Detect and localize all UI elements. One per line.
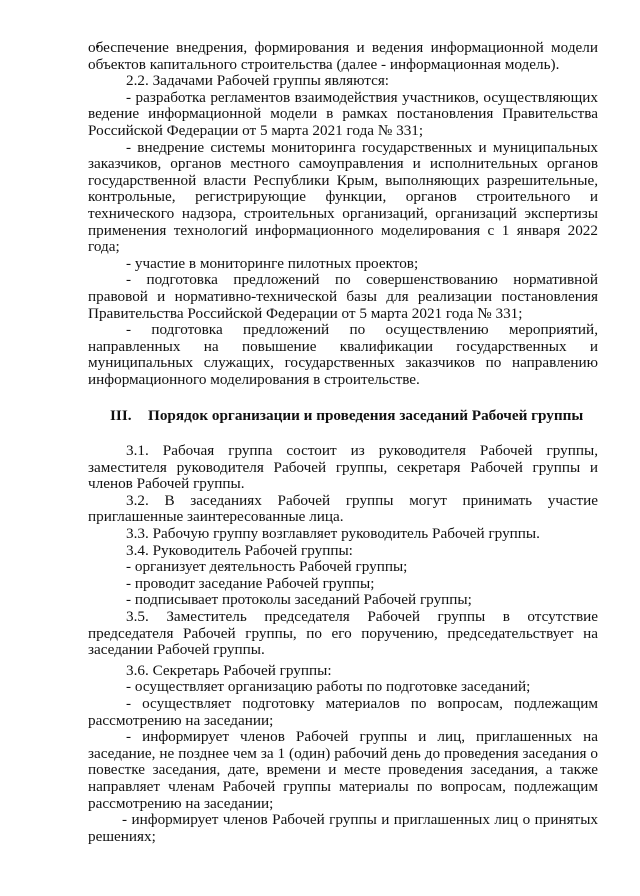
paragraph-3-4: 3.4. Руководитель Рабочей группы:: [126, 541, 353, 559]
task-item-normative-base: - подготовка предложений по совершенствованию нормативной правовой и нормативно-технической базы для реализации постановления Правительства Российской Федерации от 5 марта 2021 года № 331;: [88, 271, 598, 322]
paragraph-3-2: 3.2. В заседаниях Рабочей группы могут принимать участие приглашенные заинтересованные лица.: [88, 491, 598, 526]
head-duty-signs: - подписывает протоколы заседаний Рабочей группы;: [126, 591, 472, 609]
paragraph-3-5: 3.5. Заместитель председателя Рабочей группы в отсутствие председателя Рабочей группы, по его поручению, председательствует на заседании Рабочей группы.: [88, 608, 598, 659]
paragraph-3-1: 3.1. Рабочая группа состоит из руководителя Рабочей группы, заместителя руководителя Рабочей группы, секретаря Рабочей группы и членов Рабочей группы.: [88, 442, 598, 493]
task-item-monitoring-system: - внедрение системы мониторинга государственных и муниципальных заказчиков, органов местного самоуправления и исполнительных органов государственной власти Республики Крым, выполняющих разрешительные, контрольные, регистрирующие функции, органов строительного и технического надзора, строительных организаций, организаций экспертизы применения технологий информационного моделирования с 1 января 2022 года;: [88, 138, 598, 256]
document-body: [88, 40, 598, 845]
paragraph-intro: обеспечение внедрения, формирования и ведения информационной модели объектов капитального строительства (далее - информационная модель).: [88, 39, 598, 73]
task-item-regulations: - разработка регламентов взаимодействия участников, осуществляющих ведение информационной модели в рамках постановления Правительства Российской Федерации от 5 марта 2021 года № 331;: [88, 88, 598, 139]
head-duty-organizes: - организует деятельность Рабочей группы;: [126, 558, 408, 576]
secretary-duty-informs-decisions: - информирует членов Рабочей группы и приглашенных лиц о принятых решениях;: [88, 811, 598, 845]
section-title: Порядок организации и проведения заседаний Рабочей группы: [148, 407, 584, 425]
paragraph-3-6: 3.6. Секретарь Рабочей группы:: [126, 661, 332, 679]
paragraph-2-2: 2.2. Задачами Рабочей группы являются:: [126, 72, 390, 90]
paragraph-3-3: 3.3. Рабочую группу возглавляет руководитель Рабочей группы.: [126, 525, 540, 543]
secretary-duty-materials: - осуществляет подготовку материалов по вопросам, подлежащим рассмотрению на заседании;: [88, 694, 598, 729]
task-item-qualification: - подготовка предложений по осуществлению мероприятий, направленных на повышение квалификации государственных и муниципальных служащих, государственных заказчиков по направлению информационного моделирования в строительстве.: [88, 321, 598, 388]
section-number: III.: [110, 407, 132, 425]
head-duty-conducts: - проводит заседание Рабочей группы;: [126, 574, 375, 592]
section-heading: [88, 408, 598, 425]
task-item-pilot-projects: - участие в мониторинге пилотных проектов;: [126, 254, 419, 272]
secretary-duty-informs-agenda: - информирует членов Рабочей группы и лиц, приглашенных на заседание, не позднее чем за 1 (один) рабочий день до проведения заседания о повестке заседания, дате, времени и месте проведения заседания, а также направляет членам Рабочей группы материалы по вопросам, подлежащим рассмотрению на заседании;: [88, 728, 598, 812]
secretary-duty-organization: - осуществляет организацию работы по подготовке заседаний;: [126, 678, 531, 696]
